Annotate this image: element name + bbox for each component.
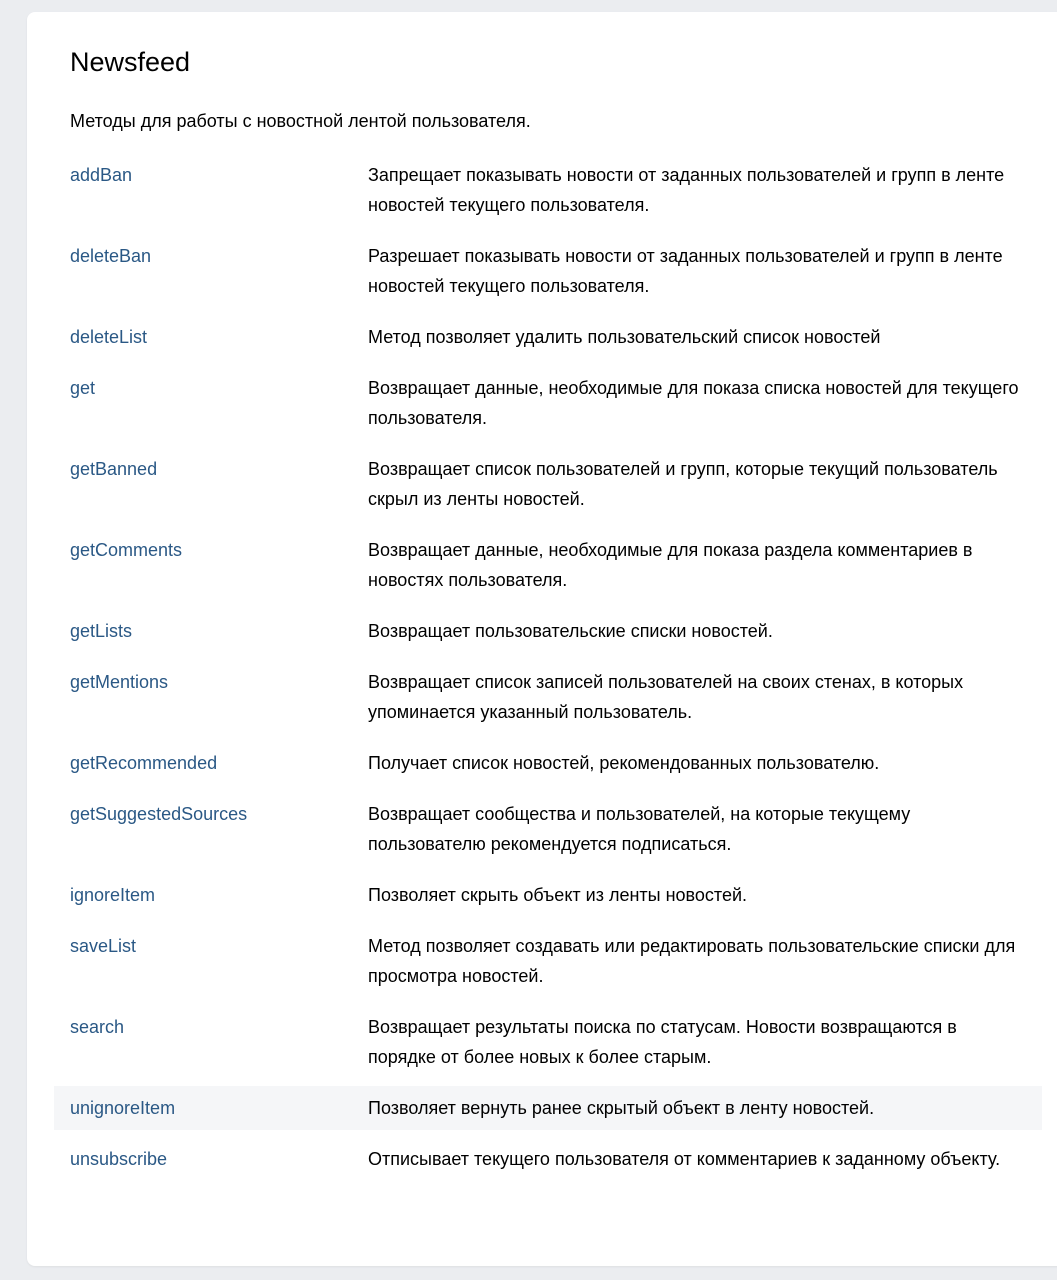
method-link-getrecommended[interactable]: getRecommended: [70, 753, 218, 773]
section-subtitle: Методы для работы с новостной лентой пользователя.: [70, 111, 531, 131]
method-row-unsubscribe: [54, 1137, 1042, 1181]
method-description: Возвращает результаты поиска по статусам. Новости возвращаются в порядке от более новых к более старым.: [368, 1017, 957, 1067]
method-row-ignoreitem: [54, 873, 1042, 917]
method-link-addban[interactable]: addBan: [70, 165, 133, 185]
newsfeed-card: [27, 12, 1057, 1266]
method-description: Метод позволяет удалить пользовательский список новостей: [368, 327, 881, 347]
method-link-get[interactable]: get: [70, 378, 96, 398]
method-row-getrecommended: [54, 741, 1042, 785]
method-row-getlists: [54, 609, 1042, 653]
method-link-unsubscribe[interactable]: unsubscribe: [70, 1149, 168, 1169]
method-link-getcomments[interactable]: getComments: [70, 540, 183, 560]
method-link-search[interactable]: search: [70, 1017, 125, 1037]
method-row-deletelist: [54, 315, 1042, 359]
method-row-unignoreitem[interactable]: [54, 1086, 1042, 1130]
method-row-getcomments: [54, 528, 1042, 602]
method-description: Возвращает сообщества и пользователей, на которые текущему пользователю рекомендуется подписаться.: [368, 804, 911, 854]
method-row-get: [54, 366, 1042, 440]
method-description: Отписывает текущего пользователя от комментариев к заданному объекту.: [368, 1149, 1001, 1169]
method-link-getbanned[interactable]: getBanned: [70, 459, 158, 479]
method-description: Позволяет вернуть ранее скрытый объект в ленту новостей.: [368, 1098, 875, 1118]
method-link-getmentions[interactable]: getMentions: [70, 672, 169, 692]
methods-list: [54, 153, 1042, 1181]
method-link-getlists[interactable]: getLists: [70, 621, 133, 641]
method-row-savelist: [54, 924, 1042, 998]
method-description: Возвращает список пользователей и групп, которые текущий пользователь скрыл из ленты новостей.: [368, 459, 998, 509]
section-title: Newsfeed: [70, 47, 191, 77]
method-row-addban: [54, 153, 1042, 227]
method-link-getsuggestedsources[interactable]: getSuggestedSources: [70, 804, 248, 824]
method-description: Получает список новостей, рекомендованных пользователю.: [368, 753, 880, 773]
method-description: Позволяет скрыть объект из ленты новостей.: [368, 885, 748, 905]
method-link-savelist[interactable]: saveList: [70, 936, 137, 956]
method-description: Возвращает данные, необходимые для показа списка новостей для текущего пользователя.: [368, 378, 1019, 428]
method-row-search: [54, 1005, 1042, 1079]
method-description: Разрешает показывать новости от заданных пользователей и групп в ленте новостей текущего пользователя.: [368, 246, 1003, 296]
method-description: Возвращает список записей пользователей на своих стенах, в которых упоминается указанный пользователь.: [368, 672, 964, 722]
method-row-getbanned: [54, 447, 1042, 521]
method-row-getsuggestedsources: [54, 792, 1042, 866]
method-link-deletelist[interactable]: deleteList: [70, 327, 148, 347]
method-description: Возвращает пользовательские списки новостей.: [368, 621, 773, 641]
method-description: Метод позволяет создавать или редактировать пользовательские списки для просмотра новостей.: [368, 936, 1016, 986]
method-row-getmentions: [54, 660, 1042, 734]
method-description: Запрещает показывать новости от заданных пользователей и групп в ленте новостей текущего пользователя.: [368, 165, 1005, 215]
method-link-unignoreitem[interactable]: unignoreItem: [70, 1098, 176, 1118]
method-row-deleteban: [54, 234, 1042, 308]
method-description: Возвращает данные, необходимые для показа раздела комментариев в новостях пользователя.: [368, 540, 973, 590]
method-link-deleteban[interactable]: deleteBan: [70, 246, 152, 266]
method-link-ignoreitem[interactable]: ignoreItem: [70, 885, 156, 905]
